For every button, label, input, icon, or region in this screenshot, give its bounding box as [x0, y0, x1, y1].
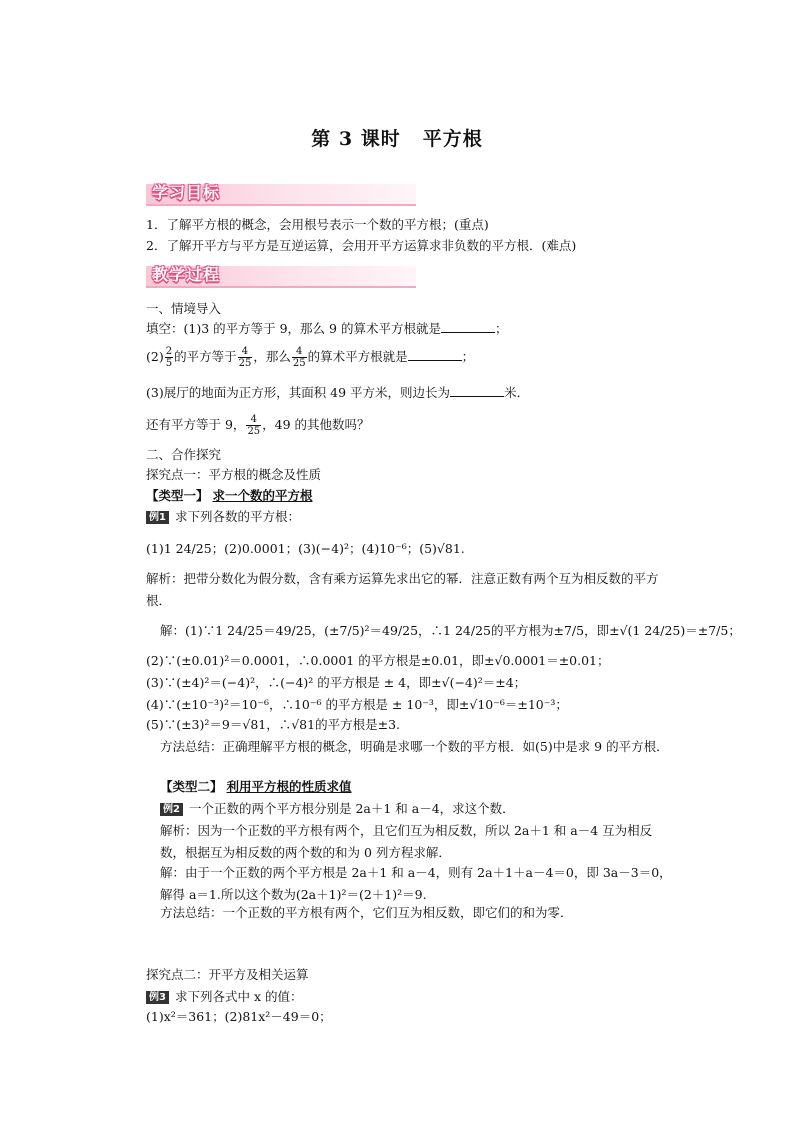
question-text-a: 还有平方等于 9， — [146, 417, 246, 432]
intro-heading: 一、情境导入 — [146, 301, 222, 316]
example-3-text: 求下列各式中 x 的值： — [174, 989, 303, 1004]
solution-5: (5)∵(±3)²＝9＝√81，∴√81的平方根是±3. — [146, 717, 400, 732]
solution-2: (2)∵(±0.01)²＝0.0001，∴0.0001 的平方根是±0.01，即±√0.0001＝±0.01； — [146, 653, 610, 668]
example-2-solution: 解：由于一个正数的两个平方根是 2a＋1 和 a－4，则有 2a＋1＋a－4＝0，即 3a－3＝0，解得 a＝1.所以这个数为(2a＋1)²＝(2＋1)²＝9. — [160, 865, 672, 902]
fill2-text-c: ，那么 — [253, 349, 291, 364]
process-banner — [146, 266, 416, 288]
denominator: 25 — [292, 358, 306, 369]
example-2-analysis: 解析：因为一个正数的平方根有两个，且它们互为相反数，所以 2a＋1 和 a－4 互为相反数，根据互为相反数的两个数的和为 0 列方程求解． — [160, 823, 653, 860]
fill3-text: (3)展厅的地面为正方形，其面积 49 平方米，则边长为 — [146, 385, 451, 400]
denominator: 25 — [247, 426, 261, 437]
fill-question-1 — [146, 320, 666, 338]
process-label: 教学过程 — [152, 265, 221, 284]
solution-4: (4)∵(±10⁻³)²＝10⁻⁶，∴10⁻⁶ 的平方根是 ± 10⁻³，即±√10⁻⁶＝±10⁻³； — [146, 697, 568, 712]
example-3 — [146, 988, 666, 1006]
example-1-tag: 例1 — [146, 511, 169, 524]
title-lesson: 第 3 课时 — [311, 128, 401, 150]
fraction-4-25 — [238, 346, 253, 369]
type1-title: 求一个数的平方根 — [212, 488, 313, 503]
explore-point-2: 探究点二：开平方及相关运算 — [146, 967, 309, 982]
type2-title: 利用平方根的性质求值 — [226, 779, 352, 794]
objectives-banner — [146, 184, 416, 206]
fill-question-3 — [146, 384, 666, 402]
fraction-4-25 — [292, 346, 307, 369]
objective-1: 1．了解平方根的概念，会用根号表示一个数的平方根；(重点) — [146, 217, 489, 232]
page-title — [0, 124, 794, 151]
fill2-prefix: (2) — [146, 349, 164, 364]
example-2-text: 一个正数的两个平方根分别是 2a＋1 和 a－4，求这个数． — [188, 801, 515, 816]
type2-bracket: 【类型二】 — [160, 779, 223, 794]
blank-2 — [408, 348, 462, 361]
example-3-tag: 例3 — [146, 991, 169, 1004]
example-2-tag: 例2 — [160, 803, 183, 816]
denominator: 5 — [165, 358, 173, 369]
objective-2: 2．了解开平方与平方是互逆运算，会用开平方运算求非负数的平方根．(难点) — [146, 238, 577, 253]
blank-1 — [441, 320, 495, 333]
explore-heading: 二、合作探究 — [146, 447, 222, 462]
numerator: 2 — [165, 346, 173, 357]
example-1-text: 求下列各数的平方根： — [174, 509, 300, 524]
explore-point-1: 探究点一：平方根的概念及性质 — [146, 467, 322, 482]
fill2-text-d: 的算术平方根就是 — [307, 349, 408, 364]
type1-bracket: 【类型一】 — [146, 488, 209, 503]
title-topic: 平方根 — [422, 128, 483, 150]
blank-3 — [450, 384, 504, 397]
intro-question — [146, 414, 666, 437]
example-1 — [146, 508, 666, 526]
fill1-end: ； — [494, 321, 508, 336]
numerator: 4 — [292, 346, 307, 358]
denominator: 25 — [238, 358, 252, 369]
fill2-text-b: 的平方等于 — [174, 349, 237, 364]
numerator: 4 — [246, 414, 261, 426]
example-2 — [160, 800, 680, 818]
question-text-b: ，49 的其他数吗？ — [262, 417, 370, 432]
method-summary-1: 方法总结：正确理解平方根的概念，明确是求哪一个数的平方根．如(5)中是求 9 的平方根． — [160, 739, 669, 754]
method-summary-2: 方法总结：一个正数的平方根有两个，它们互为相反数，即它们的和为零． — [160, 905, 573, 920]
fill2-end: ； — [461, 349, 475, 364]
fraction-2-5 — [165, 346, 173, 369]
fill3-end: 米． — [504, 385, 530, 400]
numerator: 4 — [238, 346, 253, 358]
type-2-heading — [160, 778, 680, 796]
example-3-items: (1)x²＝361；(2)81x²－49＝0； — [146, 1009, 332, 1024]
solution-3: (3)∵(±4)²＝(−4)²，∴(−4)² 的平方根是 ± 4，即±√(−4)²＝±4； — [146, 675, 527, 690]
fill-question-2 — [146, 346, 666, 369]
solution-1: 解：(1)∵1 24/25＝49/25，(±7/5)²＝49/25，∴1 24/25的平方根为±7/5，即±√(1 24/25)＝±7/5； — [160, 623, 741, 638]
fill1-text: 填空：(1)3 的平方等于 9，那么 9 的算术平方根就是 — [146, 321, 441, 336]
fraction-4-25 — [246, 414, 261, 437]
objectives-label: 学习目标 — [152, 183, 221, 202]
example-1-analysis: 解析：把带分数化为假分数，含有乘方运算先求出它的幂．注意正数有两个互为相反数的平方根． — [146, 571, 659, 608]
type-1-heading — [146, 487, 666, 505]
example-1-items: (1)1 24/25；(2)0.0001；(3)(−4)²；(4)10⁻⁶；(5)√81. — [146, 541, 465, 556]
